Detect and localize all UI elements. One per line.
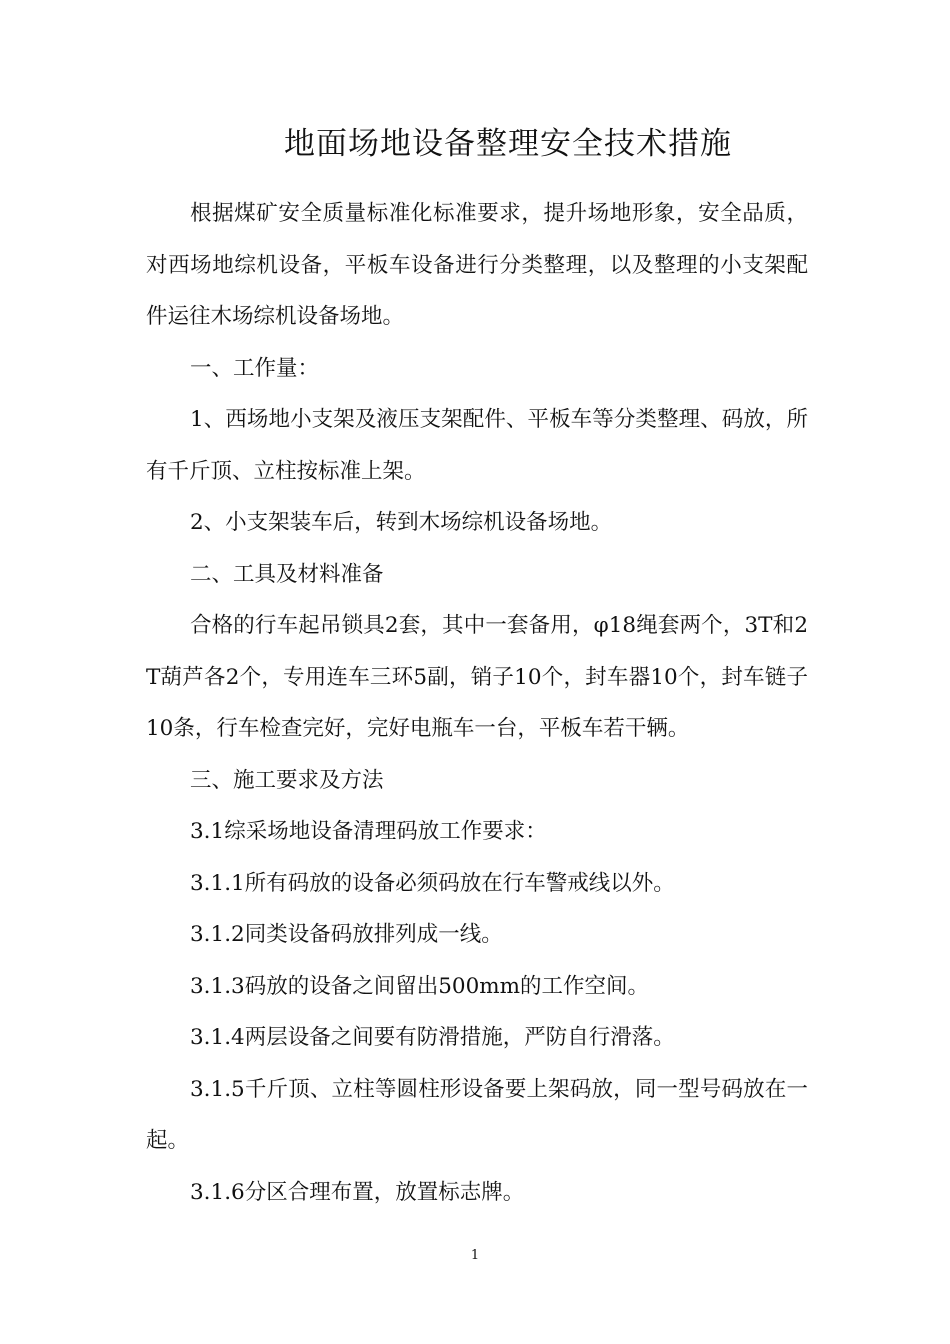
paragraph-workload-1: 1、西场地小支架及液压支架配件、平板车等分类整理、码放，所有千斤顶、立柱按标准上架。 xyxy=(146,407,808,484)
paragraph-3-1-2: 3.1.2同类设备码放排列成一线。 xyxy=(190,922,503,947)
paragraph-3-1-5: 3.1.5千斤顶、立柱等圆柱形设备要上架码放，同一型号码放在一起。 xyxy=(146,1076,808,1153)
document-body xyxy=(146,188,808,1218)
paragraph-3-1: 3.1综采场地设备清理码放工作要求： xyxy=(190,819,547,844)
paragraph-tools: 合格的行车起吊锁具2套，其中一套备用，φ18绳套两个，3T和2T葫芦各2个，专用连车三环5副，销子10个，封车器10个，封车链子10条，行车检查完好，完好电瓶车一台，平板车若干辆。 xyxy=(146,613,808,741)
paragraph-3-1-3: 3.1.3码放的设备之间留出500mm的工作空间。 xyxy=(190,973,650,999)
section-heading-requirements: 三、施工要求及方法 xyxy=(190,767,384,793)
page-title: 地面场地设备整理安全技术措施 xyxy=(284,126,732,162)
paragraph-3-1-1: 3.1.1所有码放的设备必须码放在行车警戒线以外。 xyxy=(190,870,675,896)
section-heading-tools: 二、工具及材料准备 xyxy=(190,561,384,587)
section-heading-workload: 一、工作量： xyxy=(190,355,320,381)
paragraph-3-1-6: 3.1.6分区合理布置，放置标志牌。 xyxy=(190,1179,525,1205)
page-number: 1 xyxy=(470,1248,480,1263)
paragraph-3-1-4: 3.1.4两层设备之间要有防滑措施，严防自行滑落。 xyxy=(190,1025,675,1050)
paragraph-intro: 根据煤矿安全质量标准化标准要求，提升场地形象，安全品质，对西场地综机设备，平板车设备进行分类整理，以及整理的小支架配件运往木场综机设备场地。 xyxy=(146,201,808,329)
paragraph-workload-2: 2、小支架装车后，转到木场综机设备场地。 xyxy=(190,510,613,535)
